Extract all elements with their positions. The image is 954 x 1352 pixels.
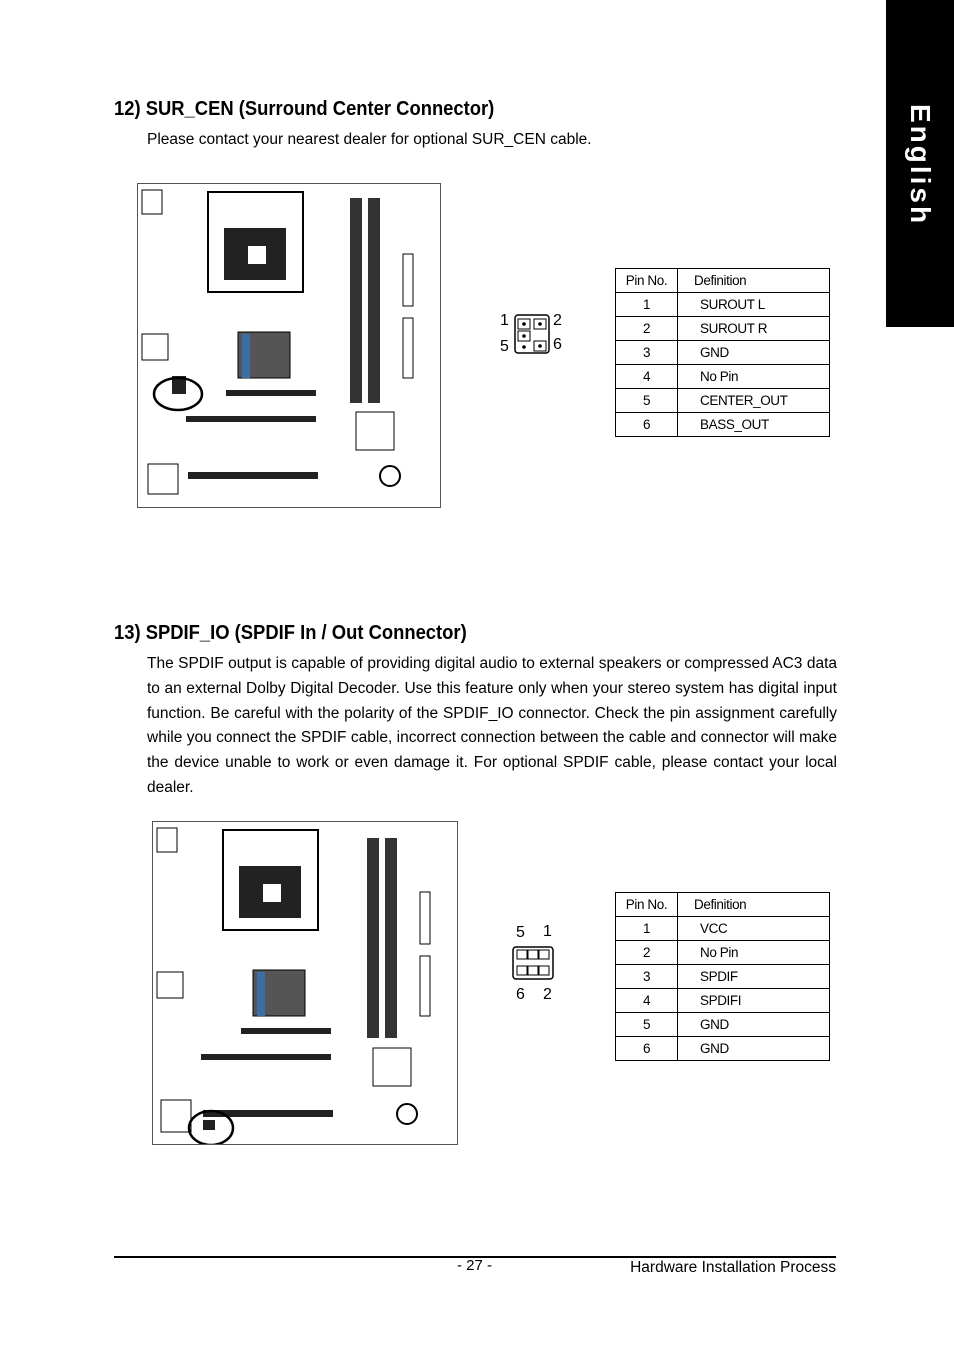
table-row — [616, 341, 830, 365]
language-tab — [886, 0, 954, 327]
pin-number: 4 — [616, 989, 678, 1013]
pin-definition: VCC — [678, 917, 830, 941]
pin-number: 1 — [616, 293, 678, 317]
pin-number: 3 — [616, 341, 678, 365]
motherboard-layout-13 — [153, 822, 457, 1144]
pin-number: 5 — [616, 1013, 678, 1037]
table-row — [616, 389, 830, 413]
section-13-description: The SPDIF output is capable of providing digital audio to external speakers or compressed AC3 data to an external Dolby Digital Decoder. Use this feature only when your stereo system has digital input function. Be careful with the polarity of the SPDIF_IO connector. Check the pin assignment carefully while you connect the SPDIF cable, incorrect connection between the cable and connector will make the device unable to work or even damage it. For optional SPDIF cable, please contact your local dealer. — [147, 655, 837, 796]
definition-header: Definition — [678, 269, 830, 293]
pin-definition: CENTER_OUT — [678, 389, 830, 413]
pin-number-header: Pin No. — [616, 893, 678, 917]
pin-number: 2 — [616, 941, 678, 965]
pin-number: 3 — [616, 965, 678, 989]
footer-title: Hardware Installation Process — [630, 1259, 836, 1276]
pin-definition: SPDIF — [678, 965, 830, 989]
language-tab-label: English — [905, 103, 936, 227]
motherboard-diagram-13 — [152, 821, 458, 1145]
sur-cen-pin-table — [615, 268, 830, 437]
pin-definition: SUROUT R — [678, 317, 830, 341]
table-row — [616, 965, 830, 989]
section-12-description: Please contact your nearest dealer for optional SUR_CEN cable. — [147, 131, 592, 148]
pin-number: 2 — [616, 317, 678, 341]
spdif-pin-table — [615, 892, 830, 1061]
definition-header: Definition — [678, 893, 830, 917]
sur-cen-pin-label-6: 6 — [553, 336, 562, 353]
page-number: - 27 - — [457, 1257, 493, 1274]
table-header-row — [616, 269, 830, 293]
table-row — [616, 293, 830, 317]
pin-definition: GND — [678, 1013, 830, 1037]
spdif-pin-label-6: 6 — [516, 986, 525, 1003]
pin-number: 6 — [616, 1037, 678, 1061]
section-12-heading: 12) SUR_CEN (Surround Center Connector) — [114, 98, 495, 120]
sur-cen-pin-label-5: 5 — [500, 338, 509, 355]
spdif-connector-icon — [512, 946, 554, 980]
pin-definition: No Pin — [678, 365, 830, 389]
sur-cen-pin-label-2: 2 — [553, 312, 562, 329]
pin-number: 1 — [616, 917, 678, 941]
sur-cen-pin-label-1: 1 — [500, 312, 509, 329]
table-row — [616, 317, 830, 341]
table-row — [616, 365, 830, 389]
pin-number-header: Pin No. — [616, 269, 678, 293]
pin-number: 5 — [616, 389, 678, 413]
pin-definition: SPDIFI — [678, 989, 830, 1013]
section-13-heading: 13) SPDIF_IO (SPDIF In / Out Connector) — [114, 622, 467, 644]
pin-definition: No Pin — [678, 941, 830, 965]
pin-definition: SUROUT L — [678, 293, 830, 317]
spdif-pin-label-5: 5 — [516, 924, 525, 941]
table-row — [616, 413, 830, 437]
table-row — [616, 1013, 830, 1037]
table-row — [616, 1037, 830, 1061]
table-header-row — [616, 893, 830, 917]
pin-definition: GND — [678, 1037, 830, 1061]
pin-definition: BASS_OUT — [678, 413, 830, 437]
pin-number: 4 — [616, 365, 678, 389]
pin-definition: GND — [678, 341, 830, 365]
table-row — [616, 917, 830, 941]
spdif-pin-label-1: 1 — [543, 923, 552, 940]
motherboard-diagram-12 — [137, 183, 441, 508]
spdif-pin-label-2: 2 — [543, 986, 552, 1003]
table-row — [616, 989, 830, 1013]
sur-cen-connector-icon — [514, 314, 550, 354]
motherboard-layout-12 — [138, 184, 440, 507]
pin-number: 6 — [616, 413, 678, 437]
table-row — [616, 941, 830, 965]
